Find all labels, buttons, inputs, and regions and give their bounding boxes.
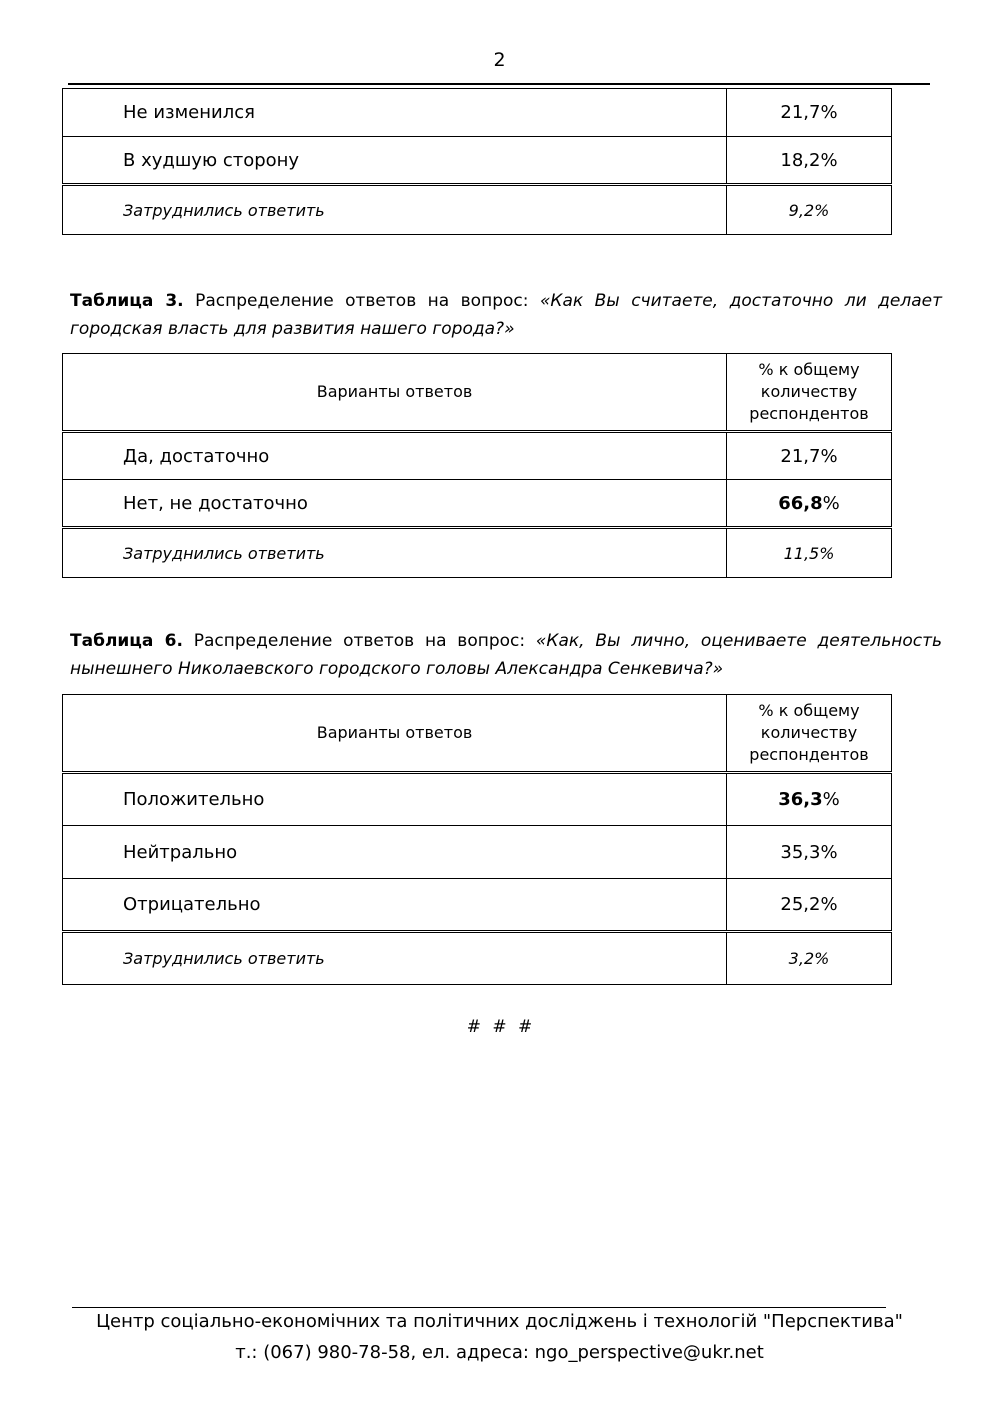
option-cell: Да, достаточно [63, 432, 727, 480]
table3-caption [70, 287, 942, 343]
footer-org: Центр соціально-економічних та політичних досліджень і технологій "Перспектива" [96, 1311, 903, 1332]
value-suffix: % [822, 492, 840, 514]
table6-label: Таблица 6. [70, 631, 183, 651]
option-cell: Нет, не достаточно [63, 480, 727, 528]
value-cell: 9,2% [727, 185, 892, 235]
table-row-difficult [63, 185, 892, 235]
value-cell: 25,2% [727, 879, 892, 932]
option-cell: Затруднились ответить [63, 185, 727, 235]
option-cell: Не изменился [63, 89, 727, 137]
value-cell: 3,2% [727, 932, 892, 985]
option-cell: Затруднились ответить [63, 932, 727, 985]
table3-text: Распределение ответов на вопрос: [195, 291, 529, 311]
end-mark: # # # [466, 1017, 533, 1037]
value-cell: 35,3% [727, 826, 892, 879]
table3-question: «Как Вы считаете, достаточно ли делает городская власть для развития нашего города?» [70, 291, 943, 339]
table-row [63, 480, 892, 528]
table3-label: Таблица 3. [70, 291, 184, 311]
value-bold: 36,3 [778, 789, 823, 810]
header-percent: % к общему количеству респондентов [727, 354, 892, 432]
table-row [63, 826, 892, 879]
header-rule [68, 83, 930, 85]
table6-text: Распределение ответов на вопрос: [193, 631, 526, 651]
table-row-difficult [63, 528, 892, 578]
value-cell [727, 480, 892, 528]
option-cell: В худшую сторону [63, 137, 727, 185]
value-cell: 18,2% [727, 137, 892, 185]
table-row [63, 879, 892, 932]
table3 [62, 353, 892, 578]
header-percent: % к общему количеству респондентов [727, 695, 892, 773]
value-suffix: % [822, 789, 840, 810]
value-bold: 66,8 [778, 492, 823, 514]
footer-contacts: т.: (067) 980-78-58, ел. адреса: ngo_perspective@ukr.net [235, 1342, 764, 1363]
table-header [63, 695, 892, 773]
table-row [63, 432, 892, 480]
table-row-difficult [63, 932, 892, 985]
option-cell: Затруднились ответить [63, 528, 727, 578]
header-options: Варианты ответов [63, 695, 727, 773]
table6-question: «Как, Вы лично, оцениваете деятельность нынешнего Николаевского городского головы Александра Сенкевича?» [70, 631, 942, 679]
table-row [63, 773, 892, 826]
table-row [63, 137, 892, 185]
footer-rule [72, 1307, 886, 1308]
option-cell: Отрицательно [63, 879, 727, 932]
value-cell [727, 773, 892, 826]
page-number: 2 [493, 49, 506, 71]
table6 [62, 694, 892, 985]
value-cell: 21,7% [727, 432, 892, 480]
table6-caption [70, 627, 942, 683]
value-cell: 21,7% [727, 89, 892, 137]
table-top [62, 88, 892, 235]
value-cell: 11,5% [727, 528, 892, 578]
table-row [63, 89, 892, 137]
header-options: Варианты ответов [63, 354, 727, 432]
table-header [63, 354, 892, 432]
option-cell: Нейтрально [63, 826, 727, 879]
option-cell: Положительно [63, 773, 727, 826]
